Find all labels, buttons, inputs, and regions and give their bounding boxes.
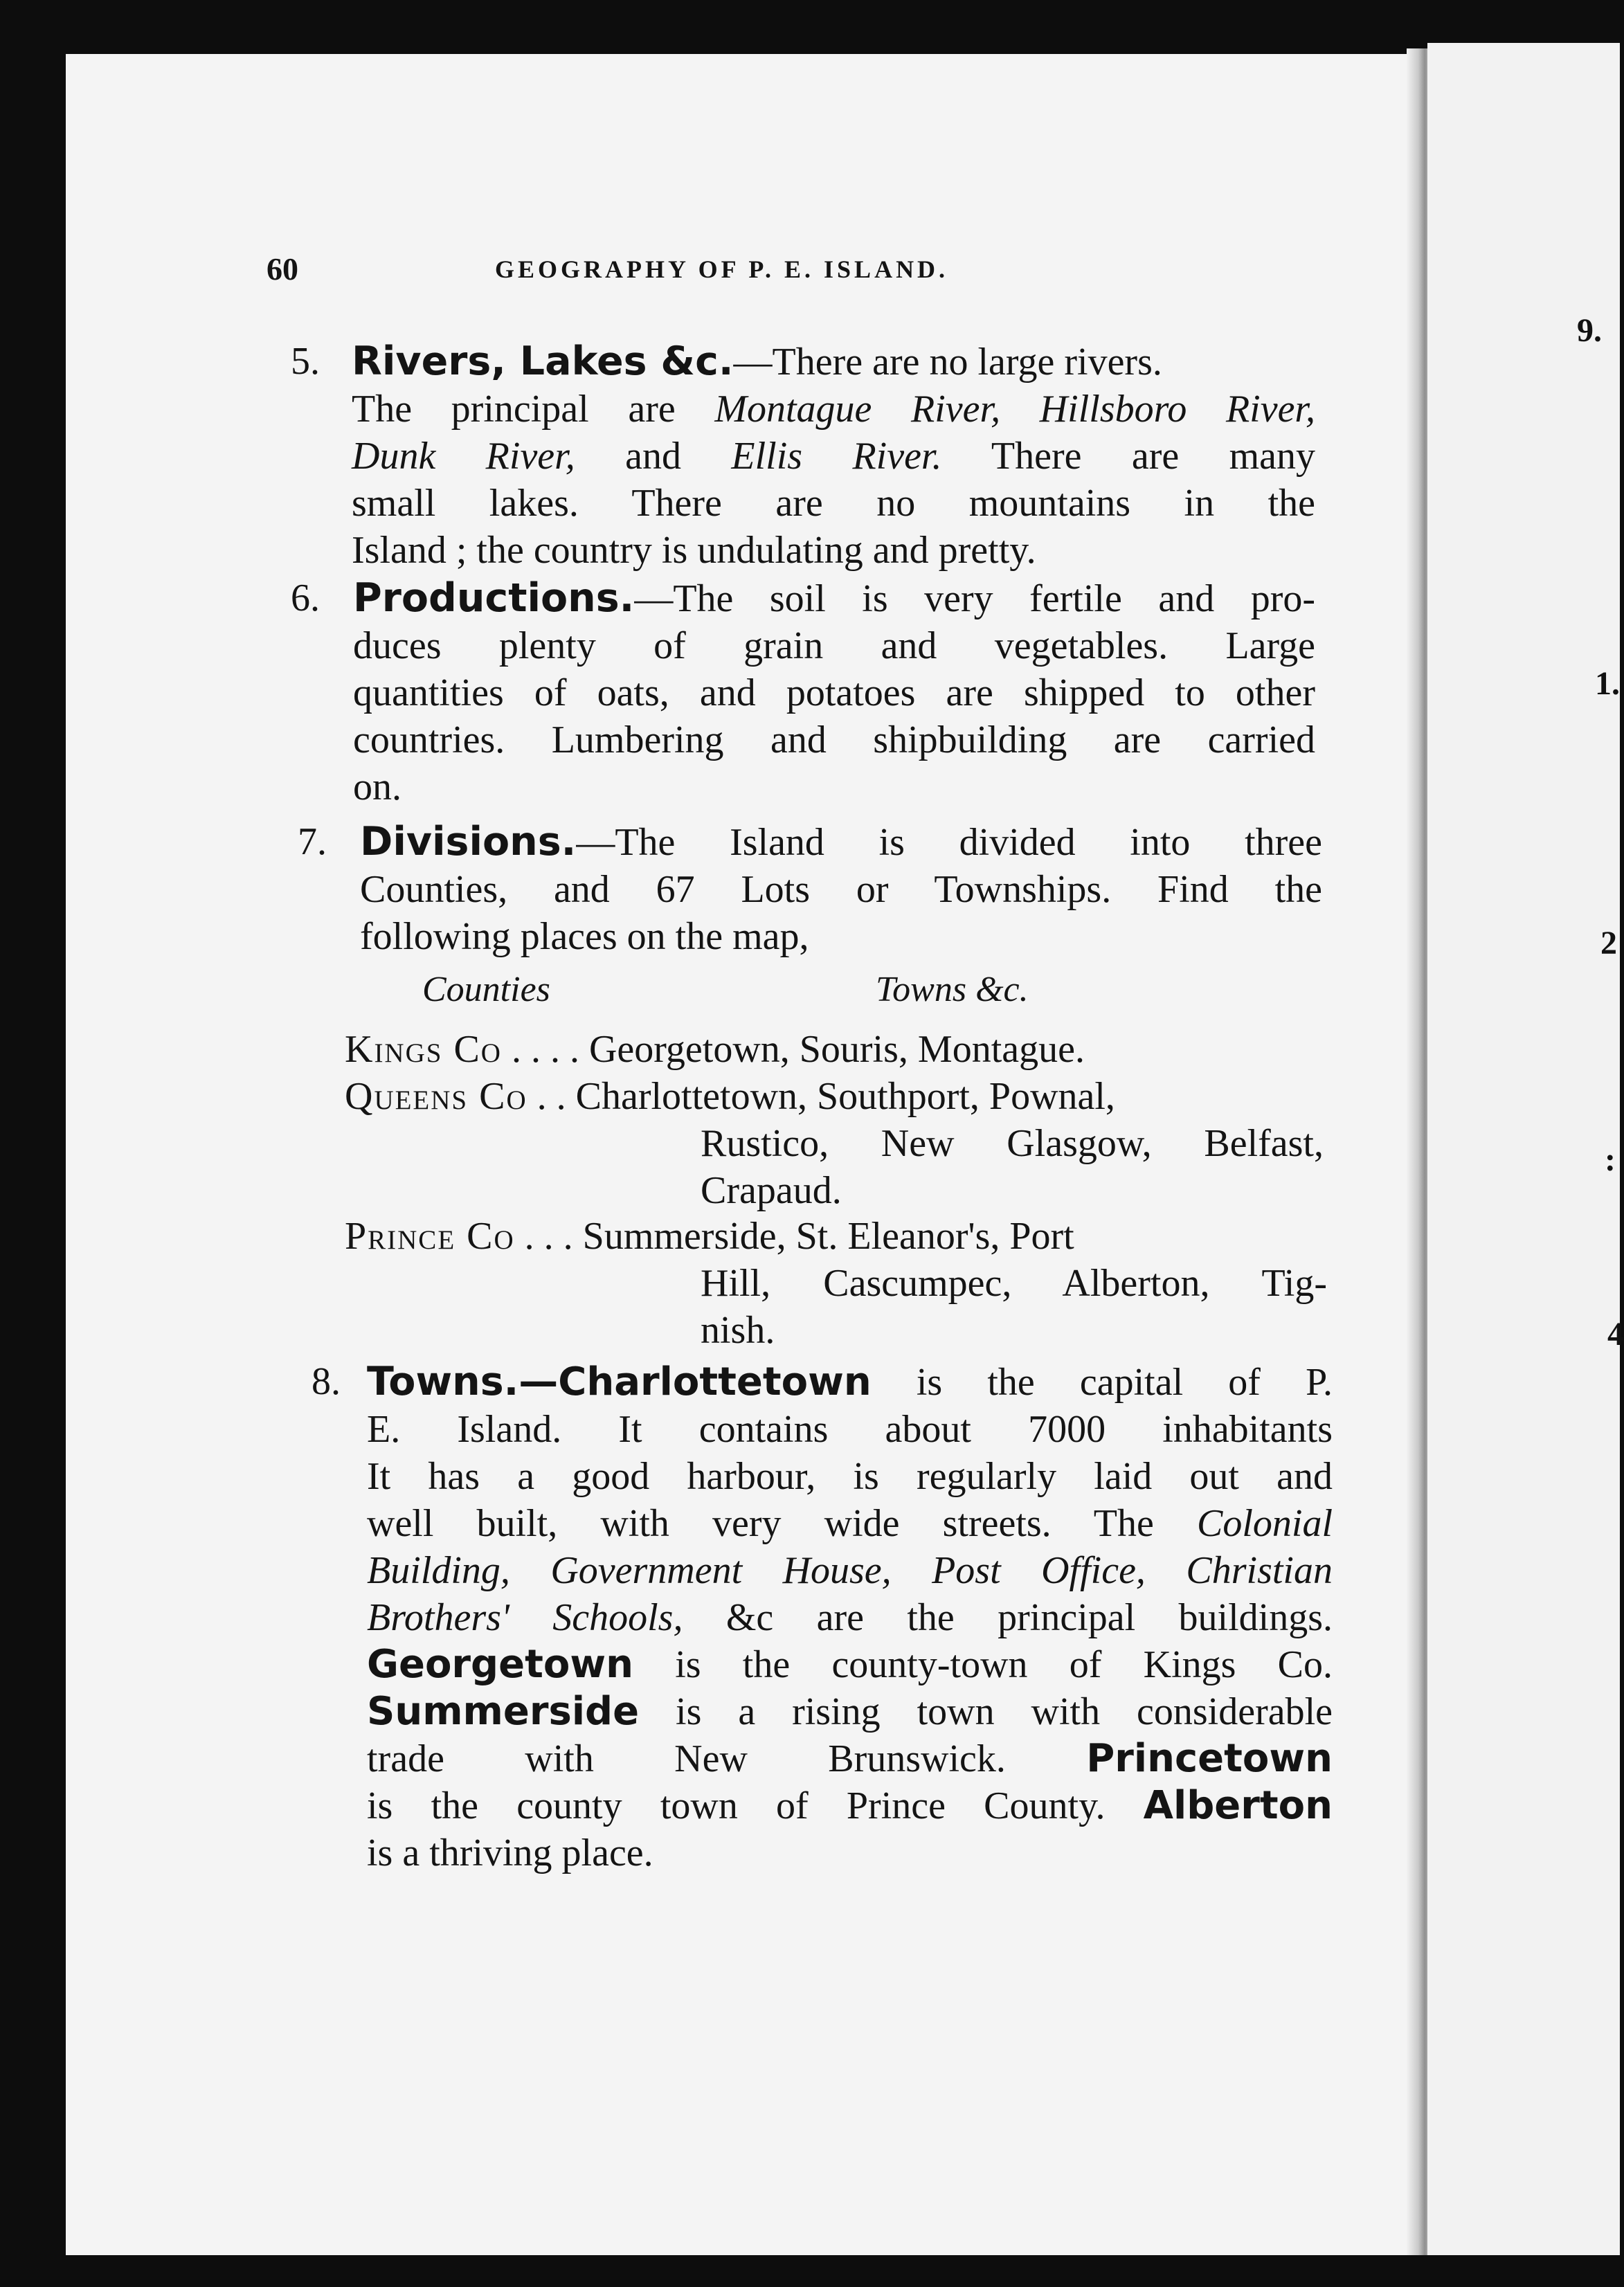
table-row: Queens Co . . Charlottetown, Southport, Pownal,: [345, 1075, 1115, 1118]
section-line: quantities of oats, and potatoes are shipped to other: [353, 671, 1315, 714]
page-header: [267, 251, 1097, 292]
section-line: Georgetown is the county-town of Kings Co.: [367, 1642, 1333, 1687]
running-title: GEOGRAPHY OF P. E. ISLAND.: [495, 255, 949, 283]
section-number: 8.: [312, 1360, 341, 1403]
section-line: Building, Government House, Post Office, Christian: [367, 1549, 1333, 1592]
page-number: 60: [267, 251, 298, 287]
section-number: 6.: [291, 577, 320, 620]
section-line: duces plenty of grain and vegetables. Large: [353, 624, 1315, 667]
town-name: Charlottetown: [558, 1359, 872, 1404]
town-list: Georgetown, Souris, Montague.: [588, 1028, 1085, 1071]
town-list: Summerside, St. Eleanor's, Port: [582, 1215, 1074, 1258]
table-column-headers: [422, 969, 1115, 1015]
section-line: small lakes. There are no mountains in the: [352, 482, 1315, 525]
section-line: Summerside is a rising town with considerable: [367, 1689, 1333, 1734]
scan-border-bottom: [0, 2255, 1620, 2287]
section-line: Divisions.—The Island is divided into three: [360, 819, 1322, 865]
river-name: Hillsboro River,: [1039, 388, 1316, 431]
section-line: Rivers, Lakes &c.—There are no large rivers.: [352, 338, 1162, 384]
section-heading: Divisions.: [360, 819, 577, 865]
table-row: Kings Co . . . . Georgetown, Souris, Montague.: [345, 1028, 1085, 1071]
section-line: is a thriving place.: [367, 1832, 653, 1874]
town-name: Alberton: [1143, 1783, 1333, 1828]
section-line: E. Island. It contains about 7000 inhabitants: [367, 1408, 1333, 1451]
margin-number: 4: [1607, 1316, 1624, 1353]
section-number: 7.: [298, 820, 327, 863]
table-row-continuation: [701, 1120, 1324, 1214]
section-line: Dunk River, and Ellis River. There are many: [352, 435, 1315, 478]
section-line: Counties, and 67 Lots or Townships. Find the: [360, 868, 1322, 911]
margin-number: 2: [1600, 925, 1617, 961]
table-row: Prince Co . . . Summerside, St. Eleanor's, Port: [345, 1215, 1074, 1258]
town-list: Charlottetown, Southport, Pownal,: [575, 1075, 1115, 1118]
river-name: Montague River,: [714, 388, 1001, 431]
town-name: Princetown: [1086, 1736, 1333, 1781]
section-towns: [312, 1358, 1333, 1877]
section-line: trade with New Brunswick. Princetown: [367, 1736, 1333, 1781]
section-line: well built, with very wide streets. The Colonial: [367, 1502, 1333, 1545]
county-name: Queens Co: [345, 1075, 527, 1118]
river-name: Dunk River,: [352, 435, 575, 478]
county-name: Prince Co: [345, 1215, 515, 1258]
town-list: nish.: [701, 1309, 775, 1352]
book-page-right: [1427, 43, 1620, 2258]
town-list: Hill, Cascumpec, Alberton, Tig-: [701, 1262, 1327, 1305]
margin-number: 1.: [1595, 665, 1620, 702]
section-line: following places on the map,: [360, 915, 809, 958]
town-name: Georgetown: [367, 1642, 633, 1687]
section-line: countries. Lumbering and shipbuilding are carried: [353, 718, 1315, 761]
section-number: 5.: [291, 340, 320, 383]
section-line: Island ; the country is undulating and pretty.: [352, 529, 1036, 572]
table-row-continuation: [701, 1260, 1327, 1354]
section-divisions: [298, 818, 1322, 960]
town-list: Crapaud.: [701, 1169, 842, 1212]
section-line: is the county town of Prince County. Alberton: [367, 1783, 1333, 1828]
section-heading: Productions.: [353, 575, 635, 621]
section-line: The principal are Montague River, Hillsboro River,: [352, 388, 1316, 431]
section-productions: [291, 575, 1315, 811]
column-header-counties: Counties: [422, 970, 550, 1009]
section-line: on.: [353, 766, 402, 808]
section-rivers: [291, 338, 1315, 574]
section-line: Towns.—Charlottetown is the capital of P.: [367, 1359, 1333, 1404]
column-header-towns: Towns &c.: [876, 970, 1029, 1009]
county-name: Kings Co: [345, 1028, 502, 1071]
section-heading: Rivers, Lakes &c.: [352, 338, 734, 384]
section-line: Brothers' Schools, &c are the principal buildings.: [367, 1596, 1333, 1639]
margin-number: :: [1605, 1141, 1616, 1178]
river-name: Ellis River.: [731, 435, 942, 478]
section-heading: Towns.: [367, 1359, 519, 1404]
section-line: Productions.—The soil is very fertile and pro-: [353, 575, 1315, 621]
margin-number: 9.: [1577, 312, 1602, 349]
town-name: Summerside: [367, 1689, 640, 1734]
town-list: Rustico, New Glasgow, Belfast,: [701, 1122, 1324, 1165]
section-line: It has a good harbour, is regularly laid out and: [367, 1455, 1333, 1498]
